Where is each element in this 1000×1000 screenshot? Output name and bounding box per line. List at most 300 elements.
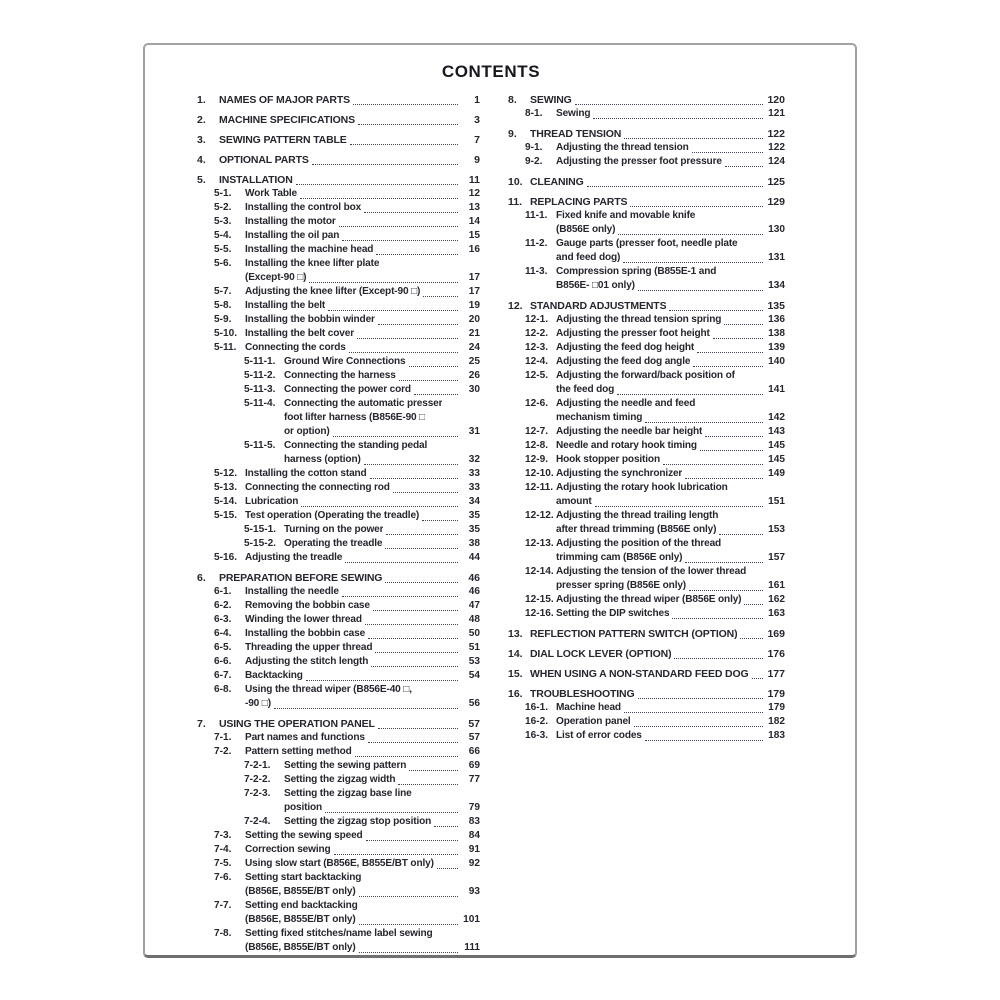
toc-columns bbox=[197, 93, 785, 955]
toc-entry-line bbox=[214, 731, 480, 745]
toc-entry-title: Installing the motor bbox=[245, 216, 336, 227]
toc-entry-title: position bbox=[284, 802, 323, 813]
page-content bbox=[197, 62, 785, 955]
toc-entry-title: MACHINE SPECIFICATIONS bbox=[219, 114, 355, 126]
toc-entry-line bbox=[525, 607, 785, 621]
dotted-leader bbox=[385, 548, 458, 549]
dotted-leader bbox=[333, 436, 458, 437]
toc-entry bbox=[197, 773, 480, 787]
toc-entry-title: Setting the zigzag base line bbox=[284, 788, 412, 799]
toc-entry-line bbox=[214, 585, 480, 599]
toc-entry bbox=[197, 613, 480, 627]
toc-entry-page-number: 125 bbox=[767, 176, 785, 188]
toc-entry bbox=[197, 467, 480, 481]
toc-entry-page-number: 35 bbox=[468, 524, 480, 535]
toc-entry-number: 16-3. bbox=[525, 730, 549, 741]
toc-entry bbox=[508, 439, 785, 453]
toc-entry-title: mechanism timing bbox=[556, 412, 643, 423]
toc-entry-line bbox=[214, 509, 480, 523]
dotted-leader bbox=[368, 742, 458, 743]
dotted-leader bbox=[719, 534, 763, 535]
toc-entry-number: 7-5. bbox=[214, 858, 232, 869]
toc-entry-title: Installing the knee lifter plate bbox=[245, 258, 380, 269]
toc-entry-line bbox=[244, 815, 480, 829]
toc-entry-title: CLEANING bbox=[530, 176, 584, 188]
toc-entry-title: Adjusting the thread tension bbox=[556, 142, 689, 153]
toc-entry-line bbox=[214, 341, 480, 355]
toc-entry bbox=[508, 729, 785, 743]
toc-entry-page-number: 91 bbox=[468, 844, 480, 855]
toc-entry-number: 7-3. bbox=[214, 830, 232, 841]
toc-entry-line bbox=[508, 175, 785, 189]
dotted-leader bbox=[595, 506, 763, 507]
toc-entry-title: Adjusting the needle and feed bbox=[556, 398, 696, 409]
toc-entry-title: the feed dog bbox=[556, 384, 615, 395]
dotted-leader bbox=[398, 784, 458, 785]
toc-entry-title: Sewing bbox=[556, 108, 591, 119]
toc-entry-line bbox=[214, 669, 480, 683]
toc-entry-title: Connecting the automatic presser bbox=[284, 398, 443, 409]
dotted-leader bbox=[623, 262, 763, 263]
toc-entry-number: 5-1. bbox=[214, 188, 232, 199]
toc-entry-line bbox=[214, 187, 480, 201]
toc-entry-line bbox=[525, 579, 785, 593]
dotted-leader bbox=[575, 104, 763, 105]
dotted-leader bbox=[593, 118, 763, 119]
toc-entry-title: Setting the zigzag stop position bbox=[284, 816, 432, 827]
toc-entry-page-number: 47 bbox=[468, 600, 480, 611]
toc-entry-title: Adjusting the treadle bbox=[245, 552, 343, 563]
toc-entry-title: Installing the belt bbox=[245, 300, 326, 311]
toc-entry-line bbox=[508, 687, 785, 701]
toc-entry bbox=[197, 585, 480, 599]
toc-entry bbox=[197, 257, 480, 285]
toc-entry-number: 12-8. bbox=[525, 440, 549, 451]
toc-entry-number: 5-10. bbox=[214, 328, 238, 339]
toc-entry-page-number: 69 bbox=[468, 760, 480, 771]
toc-entry-line bbox=[244, 369, 480, 383]
toc-entry-line bbox=[214, 745, 480, 759]
toc-entry-title: Connecting the connecting rod bbox=[245, 482, 390, 493]
toc-entry bbox=[197, 523, 480, 537]
toc-entry bbox=[197, 571, 480, 585]
dotted-leader bbox=[342, 240, 458, 241]
toc-entry-page-number: 7 bbox=[474, 134, 480, 146]
toc-entry bbox=[197, 641, 480, 655]
dotted-leader bbox=[393, 492, 458, 493]
toc-entry bbox=[508, 397, 785, 425]
toc-entry-line bbox=[214, 843, 480, 857]
toc-entry-page-number: 177 bbox=[767, 668, 785, 680]
toc-entry bbox=[508, 341, 785, 355]
toc-entry-page-number: 48 bbox=[468, 614, 480, 625]
toc-entry bbox=[197, 397, 480, 439]
toc-entry-number: 12-16. bbox=[525, 608, 554, 619]
toc-entry-page-number: 140 bbox=[768, 356, 785, 367]
toc-entry-number: 7-4. bbox=[214, 844, 232, 855]
toc-entry-page-number: 93 bbox=[468, 886, 480, 897]
toc-entry-page-number: 151 bbox=[768, 496, 785, 507]
toc-entry-line bbox=[214, 899, 480, 913]
toc-entry-page-number: 1 bbox=[474, 94, 480, 106]
toc-entry-page-number: 136 bbox=[768, 314, 785, 325]
toc-entry bbox=[508, 509, 785, 537]
toc-entry-number: 12-4. bbox=[525, 356, 549, 367]
toc-entry bbox=[197, 927, 480, 955]
toc-entry-title: Using slow start (B856E, B855E/BT only) bbox=[245, 858, 434, 869]
toc-entry-number: 7-7. bbox=[214, 900, 232, 911]
toc-entry-title: INSTALLATION bbox=[219, 174, 293, 186]
toc-entry-title: foot lifter harness (B856E-90 □ bbox=[284, 412, 426, 423]
toc-entry-title: Operation panel bbox=[556, 716, 631, 727]
toc-entry bbox=[197, 669, 480, 683]
toc-entry-page-number: 163 bbox=[768, 608, 785, 619]
toc-entry bbox=[508, 155, 785, 169]
toc-entry-page-number: 138 bbox=[768, 328, 785, 339]
toc-entry-title: Compression spring (B855E-1 and bbox=[556, 266, 717, 277]
toc-entry bbox=[508, 565, 785, 593]
toc-entry bbox=[197, 655, 480, 669]
toc-entry bbox=[197, 627, 480, 641]
toc-entry bbox=[197, 439, 480, 467]
toc-entry bbox=[197, 285, 480, 299]
toc-entry-line bbox=[214, 495, 480, 509]
toc-entry bbox=[197, 745, 480, 759]
toc-entry bbox=[508, 107, 785, 121]
toc-entry-number: 11. bbox=[508, 196, 523, 208]
toc-entry-number: 5-8. bbox=[214, 300, 232, 311]
dotted-leader bbox=[328, 310, 458, 311]
toc-entry-page-number: 122 bbox=[767, 128, 785, 140]
toc-entry-page-number: 9 bbox=[474, 154, 480, 166]
toc-entry-line bbox=[525, 701, 785, 715]
toc-entry-page-number: 33 bbox=[468, 482, 480, 493]
dotted-leader bbox=[385, 582, 458, 583]
toc-entry bbox=[197, 843, 480, 857]
toc-entry-line bbox=[214, 829, 480, 843]
dotted-leader bbox=[296, 184, 458, 185]
toc-entry bbox=[197, 173, 480, 187]
toc-entry bbox=[197, 93, 480, 107]
toc-entry-number: 12-3. bbox=[525, 342, 549, 353]
toc-entry-title: Setting fixed stitches/name label sewing bbox=[245, 928, 433, 939]
toc-entry-title: Machine head bbox=[556, 702, 621, 713]
toc-entry-title: or option) bbox=[284, 426, 330, 437]
toc-entry-line bbox=[214, 641, 480, 655]
toc-entry-line bbox=[525, 341, 785, 355]
toc-entry-page-number: 12 bbox=[468, 188, 480, 199]
toc-entry-line bbox=[525, 467, 785, 481]
dotted-leader bbox=[366, 840, 458, 841]
toc-entry-page-number: 169 bbox=[767, 628, 785, 640]
toc-entry-line bbox=[214, 229, 480, 243]
dotted-leader bbox=[364, 464, 458, 465]
toc-entry bbox=[508, 481, 785, 509]
toc-entry-title: Adjusting the position of the thread bbox=[556, 538, 722, 549]
toc-entry-line bbox=[525, 425, 785, 439]
toc-entry-line bbox=[197, 717, 480, 731]
toc-entry-title: SEWING bbox=[530, 94, 572, 106]
toc-entry-title: List of error codes bbox=[556, 730, 642, 741]
toc-entry bbox=[508, 175, 785, 189]
toc-entry-line bbox=[525, 593, 785, 607]
toc-entry-page-number: 101 bbox=[463, 914, 480, 925]
toc-entry-title: (B856E only) bbox=[556, 224, 616, 235]
toc-entry-line bbox=[525, 313, 785, 327]
toc-entry-page-number: 46 bbox=[468, 572, 480, 584]
dotted-leader bbox=[744, 604, 763, 605]
toc-entry-number: 5-16. bbox=[214, 552, 238, 563]
toc-entry-line bbox=[508, 647, 785, 661]
toc-entry-title: REPLACING PARTS bbox=[530, 196, 628, 208]
toc-entry-title: Connecting the cords bbox=[245, 342, 346, 353]
dotted-leader bbox=[638, 290, 763, 291]
dotted-leader bbox=[274, 708, 458, 709]
toc-entry bbox=[197, 187, 480, 201]
toc-entry-line bbox=[525, 383, 785, 397]
toc-entry-title: Connecting the standing pedal bbox=[284, 440, 428, 451]
dotted-leader bbox=[358, 124, 458, 125]
toc-entry bbox=[508, 701, 785, 715]
toc-entry-number: 6-5. bbox=[214, 642, 232, 653]
toc-entry-line bbox=[525, 481, 785, 495]
toc-entry-number: 7-1. bbox=[214, 732, 232, 743]
toc-entry-number: 5-6. bbox=[214, 258, 232, 269]
toc-entry-page-number: 129 bbox=[767, 196, 785, 208]
toc-entry-page-number: 142 bbox=[768, 412, 785, 423]
toc-entry-line bbox=[244, 425, 480, 439]
toc-entry-title: Adjusting the presser foot height bbox=[556, 328, 710, 339]
toc-entry-page-number: 111 bbox=[464, 942, 480, 953]
toc-entry-line bbox=[214, 551, 480, 565]
toc-entry bbox=[197, 201, 480, 215]
toc-entry bbox=[508, 425, 785, 439]
toc-entry-number: 12-14. bbox=[525, 566, 554, 577]
toc-entry-line bbox=[214, 257, 480, 271]
toc-entry-line bbox=[244, 759, 480, 773]
dotted-leader bbox=[355, 756, 458, 757]
toc-entry-page-number: 162 bbox=[768, 594, 785, 605]
toc-entry bbox=[508, 299, 785, 313]
toc-entry bbox=[197, 787, 480, 815]
toc-entry-page-number: 182 bbox=[768, 716, 785, 727]
toc-entry-page-number: 153 bbox=[768, 524, 785, 535]
dotted-leader bbox=[301, 506, 458, 507]
toc-entry-page-number: 16 bbox=[468, 244, 480, 255]
toc-entry-line bbox=[525, 155, 785, 169]
toc-entry bbox=[508, 209, 785, 237]
toc-entry-page-number: 21 bbox=[468, 328, 480, 339]
toc-entry-number: 5-7. bbox=[214, 286, 232, 297]
dotted-leader bbox=[624, 138, 763, 139]
toc-entry-line bbox=[197, 173, 480, 187]
toc-entry bbox=[197, 857, 480, 871]
toc-entry bbox=[508, 593, 785, 607]
toc-entry-line bbox=[214, 885, 480, 899]
toc-entry-line bbox=[244, 537, 480, 551]
dotted-leader bbox=[422, 520, 458, 521]
toc-entry-title: Setting the sewing speed bbox=[245, 830, 363, 841]
dotted-leader bbox=[359, 896, 458, 897]
toc-entry-page-number: 33 bbox=[468, 468, 480, 479]
toc-entry bbox=[508, 647, 785, 661]
dotted-leader bbox=[386, 534, 458, 535]
toc-entry bbox=[197, 829, 480, 843]
toc-entry-line bbox=[525, 495, 785, 509]
toc-entry-number: 12-11. bbox=[525, 482, 554, 493]
toc-entry-number: 6-3. bbox=[214, 614, 232, 625]
toc-entry-page-number: 17 bbox=[468, 286, 480, 297]
toc-entry-number: 9-2. bbox=[525, 156, 543, 167]
toc-entry bbox=[508, 355, 785, 369]
toc-entry-line bbox=[214, 857, 480, 871]
toc-column-left bbox=[197, 93, 480, 955]
toc-entry-number: 8-1. bbox=[525, 108, 543, 119]
toc-entry bbox=[197, 313, 480, 327]
toc-entry-line bbox=[508, 299, 785, 313]
toc-entry-page-number: 57 bbox=[468, 732, 480, 743]
toc-entry-page-number: 11 bbox=[468, 174, 480, 186]
toc-entry-page-number: 179 bbox=[767, 688, 785, 700]
toc-entry-number: 11-1. bbox=[525, 210, 548, 221]
toc-entry-line bbox=[525, 453, 785, 467]
toc-entry-title: Adjusting the feed dog angle bbox=[556, 356, 691, 367]
dotted-leader bbox=[618, 234, 763, 235]
toc-entry-line bbox=[214, 285, 480, 299]
dotted-leader bbox=[685, 562, 763, 563]
toc-entry-page-number: 83 bbox=[468, 816, 480, 827]
toc-entry-page-number: 46 bbox=[468, 586, 480, 597]
toc-entry-page-number: 44 bbox=[468, 552, 480, 563]
page-title: CONTENTS bbox=[441, 62, 541, 81]
toc-entry-line bbox=[508, 667, 785, 681]
dotted-leader bbox=[399, 380, 458, 381]
toc-entry-page-number: 54 bbox=[468, 670, 480, 681]
toc-entry-page-number: 92 bbox=[468, 858, 480, 869]
toc-entry-number: 14. bbox=[508, 648, 523, 660]
toc-entry-line bbox=[525, 237, 785, 251]
toc-entry-number: 15. bbox=[508, 668, 523, 680]
toc-entry bbox=[197, 243, 480, 257]
toc-entry-number: 3. bbox=[197, 134, 206, 146]
toc-entry bbox=[508, 627, 785, 641]
toc-entry-number: 12-7. bbox=[525, 426, 549, 437]
toc-entry-line bbox=[525, 509, 785, 523]
toc-entry-title: PREPARATION BEFORE SEWING bbox=[219, 572, 383, 584]
toc-entry bbox=[508, 715, 785, 729]
toc-entry-title: STANDARD ADJUSTMENTS bbox=[530, 300, 667, 312]
toc-entry-number: 5-5. bbox=[214, 244, 232, 255]
toc-entry-title: Adjusting the thread trailing length bbox=[556, 510, 719, 521]
toc-entry-line bbox=[525, 279, 785, 293]
dotted-leader bbox=[638, 698, 764, 699]
toc-entry-line bbox=[244, 773, 480, 787]
toc-entry-title: Connecting the harness bbox=[284, 370, 396, 381]
toc-entry-line bbox=[508, 195, 785, 209]
toc-entry bbox=[508, 453, 785, 467]
toc-entry-title: SEWING PATTERN TABLE bbox=[219, 134, 347, 146]
toc-entry-title: Adjusting the knee lifter (Except-90 □) bbox=[245, 286, 421, 297]
toc-entry bbox=[197, 551, 480, 565]
dotted-leader bbox=[365, 624, 458, 625]
toc-entry-line bbox=[525, 223, 785, 237]
dotted-leader bbox=[740, 638, 763, 639]
dotted-leader bbox=[724, 324, 763, 325]
toc-entry-title: TROUBLESHOOTING bbox=[530, 688, 635, 700]
toc-entry-number: 10. bbox=[508, 176, 523, 188]
toc-entry-number: 11-2. bbox=[525, 238, 548, 249]
toc-entry-line bbox=[508, 627, 785, 641]
toc-entry-page-number: 77 bbox=[468, 774, 480, 785]
toc-entry-number: 5-3. bbox=[214, 216, 232, 227]
toc-entry bbox=[197, 369, 480, 383]
dotted-leader bbox=[409, 770, 458, 771]
toc-entry-title: Part names and functions bbox=[245, 732, 365, 743]
toc-entry-number: 5-12. bbox=[214, 468, 238, 479]
toc-entry-line bbox=[508, 127, 785, 141]
toc-entry-title: Using the thread wiper (B856E-40 □, bbox=[245, 684, 412, 695]
dotted-leader bbox=[624, 712, 763, 713]
toc-entry-line bbox=[244, 397, 480, 411]
toc-entry-number: 4. bbox=[197, 154, 206, 166]
toc-entry-title: Installing the needle bbox=[245, 586, 339, 597]
toc-entry-page-number: 79 bbox=[468, 802, 480, 813]
dotted-leader bbox=[378, 324, 458, 325]
toc-entry-number: 7-2-4. bbox=[244, 816, 271, 827]
toc-entry-number: 16-1. bbox=[525, 702, 549, 713]
dotted-leader bbox=[645, 422, 763, 423]
toc-entry-page-number: 56 bbox=[468, 698, 480, 709]
toc-entry-number: 1. bbox=[197, 94, 206, 106]
toc-entry-title: Ground Wire Connections bbox=[284, 356, 406, 367]
toc-entry-title: Adjusting the needle bar height bbox=[556, 426, 703, 437]
dotted-leader bbox=[300, 198, 458, 199]
dotted-leader bbox=[705, 436, 763, 437]
dotted-leader bbox=[587, 186, 763, 187]
toc-entry-page-number: 25 bbox=[468, 356, 480, 367]
dotted-leader bbox=[370, 478, 458, 479]
toc-entry-line bbox=[214, 697, 480, 711]
dotted-leader bbox=[752, 678, 763, 679]
toc-entry-page-number: 34 bbox=[468, 496, 480, 507]
toc-entry-number: 16-2. bbox=[525, 716, 549, 727]
dotted-leader bbox=[634, 726, 763, 727]
dotted-leader bbox=[700, 450, 763, 451]
toc-entry bbox=[197, 355, 480, 369]
toc-entry-line bbox=[214, 313, 480, 327]
toc-entry-page-number: 176 bbox=[767, 648, 785, 660]
toc-entry bbox=[508, 687, 785, 701]
toc-entry-number: 9-1. bbox=[525, 142, 543, 153]
toc-entry-page-number: 157 bbox=[768, 552, 785, 563]
toc-entry-page-number: 131 bbox=[768, 252, 785, 263]
toc-entry-title: Adjusting the forward/back position of bbox=[556, 370, 735, 381]
toc-entry-page-number: 14 bbox=[468, 216, 480, 227]
dotted-leader bbox=[378, 728, 458, 729]
toc-entry bbox=[508, 607, 785, 621]
toc-entry-number: 7-2-1. bbox=[244, 760, 271, 771]
toc-entry-title: Setting the sewing pattern bbox=[284, 760, 407, 771]
dotted-leader bbox=[325, 812, 458, 813]
toc-entry bbox=[197, 215, 480, 229]
toc-entry bbox=[508, 467, 785, 481]
toc-entry-page-number: 179 bbox=[768, 702, 785, 713]
toc-entry-line bbox=[197, 133, 480, 147]
toc-entry-number: 7-2-3. bbox=[244, 788, 271, 799]
dotted-leader bbox=[434, 826, 458, 827]
toc-entry-line bbox=[525, 715, 785, 729]
toc-entry-line bbox=[244, 453, 480, 467]
